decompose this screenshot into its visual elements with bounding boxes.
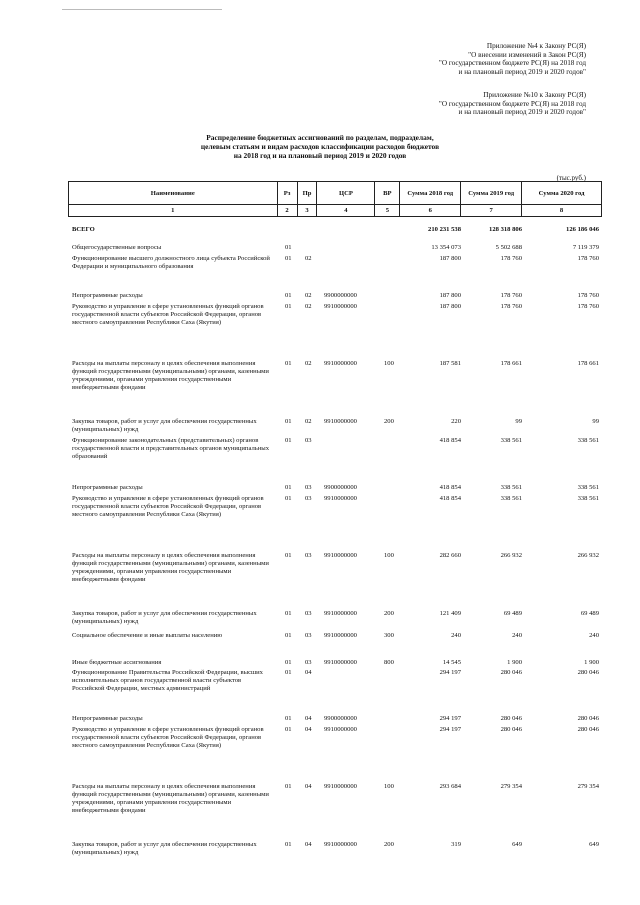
- row-sum-2020: 338 561: [577, 495, 599, 502]
- row-rz: 01: [285, 632, 292, 639]
- row-sum-2018: 418 854: [439, 484, 461, 491]
- row-sum-2019: 338 561: [500, 495, 522, 502]
- row-sum-2020: 1 900: [584, 659, 599, 666]
- row-rz: 01: [285, 360, 292, 367]
- row-sum-2020: 338 561: [577, 437, 599, 444]
- row-sum-2020: 178 760: [577, 292, 599, 299]
- column-number: 1: [69, 205, 278, 217]
- row-pr: 04: [305, 669, 312, 676]
- row-pr: 02: [305, 303, 312, 310]
- row-name: Руководство и управление в сфере установленных функций органов государственной власти субъектов Российской Федерации, органов местного самоуправления Республики Саха (Якутия): [72, 495, 264, 518]
- row-csr: 9910000000: [324, 783, 357, 790]
- row-sum-2018: 187 800: [439, 255, 461, 262]
- row-sum-2019: 99: [515, 418, 522, 425]
- row-sum-2018: 294 197: [439, 669, 461, 676]
- row-sum-2018: 418 854: [439, 495, 461, 502]
- row-sum-2020: 280 046: [577, 726, 599, 733]
- header-sum-2020: Сумма 2020 год: [522, 182, 602, 205]
- row-sum-2019: 266 932: [500, 552, 522, 559]
- document-title: Распределение бюджетных ассигнований по разделам, подразделам, целевым статьям и видам расходов классификации расходов бюджетов на 2018 год и на плановый период 2019 и 2020 годов: [200, 133, 440, 160]
- row-name: Расходы на выплаты персоналу в целях обеспечения выполнения функций государственными (муниципальными) органами, казенными учреждениями, органами управления государственными внебюджетными фондами: [72, 783, 269, 814]
- row-sum-2020: 126 186 046: [566, 226, 599, 233]
- row-sum-2018: 418 854: [439, 437, 461, 444]
- header-sum-2018: Сумма 2018 год: [400, 182, 461, 205]
- row-pr: 02: [305, 292, 312, 299]
- row-rz: 01: [285, 255, 292, 262]
- row-sum-2019: 338 561: [500, 484, 522, 491]
- row-sum-2018: 187 800: [439, 303, 461, 310]
- row-name: Расходы на выплаты персоналу в целях обеспечения выполнения функций государственными (муниципальными) органами, казенными учреждениями, органами управления государственными внебюджетными фондами: [72, 552, 269, 583]
- row-name: Функционирование высшего должностного лица субъекта Российской Федерации и муниципального образования: [72, 255, 270, 270]
- row-pr: 04: [305, 715, 312, 722]
- row-sum-2019: 178 661: [500, 360, 522, 367]
- column-number: 6: [400, 205, 461, 217]
- header-rz: Рз: [277, 182, 297, 205]
- row-sum-2020: 178 760: [577, 255, 599, 262]
- row-sum-2018: 187 581: [439, 360, 461, 367]
- row-sum-2018: 121 409: [439, 610, 461, 617]
- row-sum-2019: 280 046: [500, 726, 522, 733]
- row-sum-2020: 279 354: [577, 783, 599, 790]
- row-vr: 800: [384, 659, 394, 666]
- row-name: Функционирование Правительства Российской Федерации, высших исполнительных органов государственной власти субъектов Российской Федерации, местных администраций: [72, 669, 263, 692]
- column-number: 4: [317, 205, 375, 217]
- header-vr: ВР: [375, 182, 400, 205]
- row-sum-2019: 240: [512, 632, 522, 639]
- row-sum-2018: 14 545: [442, 659, 461, 666]
- row-csr: 9910000000: [324, 610, 357, 617]
- row-rz: 01: [285, 659, 292, 666]
- row-pr: 03: [305, 610, 312, 617]
- row-vr: 100: [384, 360, 394, 367]
- row-sum-2020: 69 489: [580, 610, 599, 617]
- column-number: 5: [375, 205, 400, 217]
- row-sum-2020: 240: [589, 632, 599, 639]
- row-name: Функционирование законодательных (представительных) органов государственной власти и представительных органов муниципальных образований: [72, 437, 269, 460]
- row-rz: 01: [285, 437, 292, 444]
- row-vr: 300: [384, 632, 394, 639]
- row-sum-2020: 280 046: [577, 715, 599, 722]
- row-name: Руководство и управление в сфере установленных функций органов государственной власти субъектов Российской Федерации, органов местного самоуправления Республики Саха (Якутия): [72, 726, 264, 749]
- row-sum-2020: 99: [592, 418, 599, 425]
- row-sum-2019: 280 046: [500, 715, 522, 722]
- column-number: 8: [522, 205, 602, 217]
- row-sum-2018: 220: [451, 418, 461, 425]
- row-vr: 200: [384, 610, 394, 617]
- row-rz: 01: [285, 726, 292, 733]
- row-sum-2018: 294 197: [439, 726, 461, 733]
- row-pr: 03: [305, 437, 312, 444]
- row-sum-2019: 338 561: [500, 437, 522, 444]
- row-name: Закупка товаров, работ и услуг для обеспечения государственных (муниципальных) нужд: [72, 841, 257, 856]
- row-sum-2020: 649: [589, 841, 599, 848]
- table-header: [68, 181, 602, 217]
- row-sum-2019: 69 489: [503, 610, 522, 617]
- row-csr: 9910000000: [324, 841, 357, 848]
- header-sum-2019: Сумма 2019 год: [461, 182, 522, 205]
- row-rz: 01: [285, 783, 292, 790]
- row-sum-2019: 1 900: [507, 659, 522, 666]
- row-pr: 04: [305, 783, 312, 790]
- row-sum-2019: 178 760: [500, 292, 522, 299]
- row-sum-2019: 5 502 688: [495, 244, 522, 251]
- row-sum-2018: 187 800: [439, 292, 461, 299]
- row-sum-2018: 282 660: [439, 552, 461, 559]
- row-rz: 01: [285, 484, 292, 491]
- row-sum-2018: 13 354 073: [431, 244, 461, 251]
- row-sum-2019: 128 318 806: [489, 226, 522, 233]
- row-sum-2020: 7 119 379: [572, 244, 599, 251]
- row-name: Непрограммные расходы: [72, 292, 143, 299]
- row-name: Общегосударственные вопросы: [72, 244, 162, 251]
- row-csr: 9910000000: [324, 495, 357, 502]
- row-sum-2020: 178 661: [577, 360, 599, 367]
- row-name: Закупка товаров, работ и услуг для обеспечения государственных (муниципальных) нужд: [72, 610, 257, 625]
- row-rz: 01: [285, 303, 292, 310]
- row-name: Руководство и управление в сфере установленных функций органов государственной власти субъектов Российской Федерации, органов местного самоуправления Республики Саха (Якутия): [72, 303, 264, 326]
- row-rz: 01: [285, 244, 292, 251]
- row-name: Закупка товаров, работ и услуг для обеспечения государственных (муниципальных) нужд: [72, 418, 257, 433]
- row-rz: 01: [285, 715, 292, 722]
- row-vr: 100: [384, 783, 394, 790]
- row-rz: 01: [285, 610, 292, 617]
- row-pr: 03: [305, 552, 312, 559]
- row-sum-2019: 178 760: [500, 303, 522, 310]
- row-sum-2018: 210 231 538: [428, 226, 461, 233]
- row-sum-2018: 319: [451, 841, 461, 848]
- row-sum-2018: 294 197: [439, 715, 461, 722]
- appendix-4-header: Приложение №4 к Закону РС(Я) "О внесении изменений в Закон РС(Я) "О государственном бюджете РС(Я) на 2018 год и на плановый период 2019 и 2020 годов": [438, 42, 586, 76]
- row-pr: 02: [305, 418, 312, 425]
- row-vr: 200: [384, 841, 394, 848]
- appendix-10-header: Приложение №10 к Закону РС(Я) "О государственном бюджете РС(Я) на 2018 год и на плановый период 2019 и 2020 годов": [438, 91, 586, 117]
- row-pr: 02: [305, 360, 312, 367]
- row-sum-2020: 280 046: [577, 669, 599, 676]
- row-name: ВСЕГО: [72, 226, 95, 233]
- row-name: Социальное обеспечение и иные выплаты населению: [72, 632, 223, 639]
- row-pr: 03: [305, 484, 312, 491]
- row-csr: 9910000000: [324, 659, 357, 666]
- scan-artifact: [62, 9, 222, 10]
- column-number: 7: [461, 205, 522, 217]
- row-sum-2020: 338 561: [577, 484, 599, 491]
- row-csr: 9910000000: [324, 632, 357, 639]
- row-sum-2019: 178 760: [500, 255, 522, 262]
- header-csr: ЦСР: [317, 182, 375, 205]
- row-csr: 9900000000: [324, 484, 357, 491]
- row-sum-2019: 280 046: [500, 669, 522, 676]
- row-csr: 9910000000: [324, 552, 357, 559]
- row-sum-2020: 266 932: [577, 552, 599, 559]
- row-pr: 02: [305, 255, 312, 262]
- row-pr: 04: [305, 726, 312, 733]
- unit-label: (тыс.руб.): [556, 174, 586, 182]
- row-sum-2019: 279 354: [500, 783, 522, 790]
- row-name: Непрограммные расходы: [72, 484, 143, 491]
- column-number: 2: [277, 205, 297, 217]
- row-pr: 04: [305, 841, 312, 848]
- row-name: Иные бюджетные ассигнования: [72, 659, 162, 666]
- row-sum-2020: 178 760: [577, 303, 599, 310]
- row-csr: 9910000000: [324, 360, 357, 367]
- row-name: Расходы на выплаты персоналу в целях обеспечения выполнения функций государственными (муниципальными) органами, казенными учреждениями, органами управления государственными внебюджетными фондами: [72, 360, 269, 391]
- row-csr: 9900000000: [324, 715, 357, 722]
- row-sum-2019: 649: [512, 841, 522, 848]
- header-name: Наименование: [69, 182, 278, 205]
- row-rz: 01: [285, 841, 292, 848]
- row-name: Непрограммные расходы: [72, 715, 143, 722]
- row-rz: 01: [285, 669, 292, 676]
- row-rz: 01: [285, 292, 292, 299]
- row-vr: 100: [384, 552, 394, 559]
- column-number: 3: [297, 205, 317, 217]
- header-pr: Пр: [297, 182, 317, 205]
- row-rz: 01: [285, 418, 292, 425]
- row-pr: 03: [305, 659, 312, 666]
- row-rz: 01: [285, 495, 292, 502]
- row-csr: 9910000000: [324, 418, 357, 425]
- row-vr: 200: [384, 418, 394, 425]
- row-sum-2018: 293 684: [439, 783, 461, 790]
- row-pr: 03: [305, 495, 312, 502]
- row-rz: 01: [285, 552, 292, 559]
- row-csr: 9910000000: [324, 726, 357, 733]
- row-csr: 9900000000: [324, 292, 357, 299]
- row-pr: 03: [305, 632, 312, 639]
- row-csr: 9910000000: [324, 303, 357, 310]
- row-sum-2018: 240: [451, 632, 461, 639]
